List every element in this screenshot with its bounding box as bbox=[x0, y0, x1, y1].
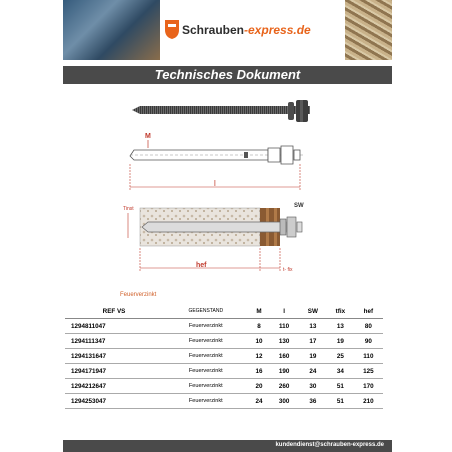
table-row bbox=[65, 364, 383, 379]
table-cell: 1294171947 bbox=[65, 364, 163, 379]
shield-logo-icon bbox=[163, 18, 181, 40]
table-cell: 210 bbox=[354, 394, 383, 409]
table-cell: 125 bbox=[354, 364, 383, 379]
table-cell: 110 bbox=[270, 319, 299, 334]
table-header-row bbox=[65, 304, 383, 319]
table-cell: 300 bbox=[270, 394, 299, 409]
finish-label: Feuerverzinkt bbox=[120, 292, 157, 298]
footer-email: kundendienst@schrauben-express.de bbox=[275, 442, 384, 448]
table-cell: Feuerverzinkt bbox=[163, 364, 248, 379]
col-tfix: tfix bbox=[327, 304, 354, 319]
screws-photo bbox=[345, 0, 392, 60]
col-m: M bbox=[248, 304, 269, 319]
label-sw: SW bbox=[294, 203, 304, 209]
table-cell: 1294212647 bbox=[65, 379, 163, 394]
table-cell: 51 bbox=[327, 379, 354, 394]
table-cell: 19 bbox=[299, 349, 327, 364]
table-cell: 160 bbox=[270, 349, 299, 364]
col-hef: hef bbox=[354, 304, 383, 319]
col-gegenstand: GEGENSTAND bbox=[163, 304, 248, 319]
table-cell: 10 bbox=[248, 334, 269, 349]
tools-photo bbox=[63, 0, 160, 60]
table-cell: 34 bbox=[327, 364, 354, 379]
label-hef: hef bbox=[196, 262, 207, 269]
table-cell: Feuerverzinkt bbox=[163, 319, 248, 334]
table-cell: 110 bbox=[354, 349, 383, 364]
table-cell: 1294111347 bbox=[65, 334, 163, 349]
table-cell: Feuerverzinkt bbox=[163, 349, 248, 364]
table-cell: 8 bbox=[248, 319, 269, 334]
table-cell: 30 bbox=[299, 379, 327, 394]
table-row bbox=[65, 394, 383, 409]
table-row bbox=[65, 334, 383, 349]
table-cell: Feuerverzinkt bbox=[163, 379, 248, 394]
spec-table bbox=[65, 304, 383, 409]
footer-bar bbox=[63, 440, 392, 452]
table-cell: Feuerverzinkt bbox=[163, 394, 248, 409]
table-cell: 170 bbox=[354, 379, 383, 394]
table-cell: 24 bbox=[299, 364, 327, 379]
rod-dimension-drawing bbox=[118, 130, 318, 196]
label-tinst: Tinst bbox=[123, 206, 134, 212]
table-cell: 16 bbox=[248, 364, 269, 379]
logo-wordmark bbox=[182, 23, 311, 37]
table-cell: 190 bbox=[270, 364, 299, 379]
table-cell: 80 bbox=[354, 319, 383, 334]
header bbox=[0, 0, 452, 62]
table-cell: Feuerverzinkt bbox=[163, 334, 248, 349]
label-M: M bbox=[145, 133, 151, 140]
installation-drawing bbox=[118, 198, 318, 276]
table-cell: 24 bbox=[248, 394, 269, 409]
logo-main: Schrauben bbox=[182, 23, 245, 37]
table-cell: 25 bbox=[327, 349, 354, 364]
title-bar bbox=[63, 66, 392, 84]
logo-accent: -express.de bbox=[244, 23, 311, 37]
table-cell: 51 bbox=[327, 394, 354, 409]
table-row bbox=[65, 349, 383, 364]
col-ref: REF VS bbox=[65, 304, 163, 319]
table-cell: 130 bbox=[270, 334, 299, 349]
table-cell: 36 bbox=[299, 394, 327, 409]
table-cell: 1294253047 bbox=[65, 394, 163, 409]
table-row bbox=[65, 379, 383, 394]
threaded-rod-image bbox=[120, 96, 330, 128]
document-title: Technisches Dokument bbox=[154, 67, 301, 82]
table-cell: 1294811047 bbox=[65, 319, 163, 334]
label-tfix: t- fix bbox=[283, 267, 293, 273]
col-l: l bbox=[270, 304, 299, 319]
table-row bbox=[65, 319, 383, 334]
table-cell: 19 bbox=[327, 334, 354, 349]
table-cell: 13 bbox=[327, 319, 354, 334]
table-cell: 90 bbox=[354, 334, 383, 349]
table-cell: 17 bbox=[299, 334, 327, 349]
table-cell: 13 bbox=[299, 319, 327, 334]
table-cell: 260 bbox=[270, 379, 299, 394]
table-cell: 20 bbox=[248, 379, 269, 394]
label-l: l bbox=[214, 179, 216, 188]
table-cell: 1294131647 bbox=[65, 349, 163, 364]
table-cell: 12 bbox=[248, 349, 269, 364]
col-sw: SW bbox=[299, 304, 327, 319]
